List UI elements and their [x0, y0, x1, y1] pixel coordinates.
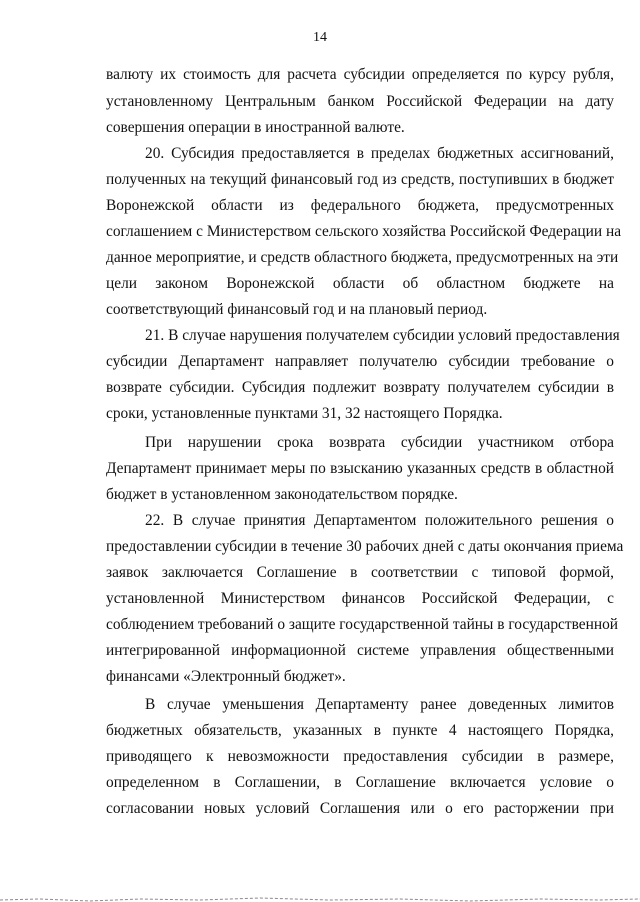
text-line: 22. В случае принятия Департаментом положительного решения о: [145, 512, 614, 529]
text-line: 20. Субсидия предоставляется в пределах бюджетных ассигнований,: [145, 145, 614, 162]
text-line: соблюдением требований о защите государственной тайны в государственной: [106, 616, 619, 633]
text-line: бюджетных обязательств, указанных в пункте 4 настоящего Порядка,: [106, 722, 614, 739]
text-line: При нарушении срока возврата субсидии участником отбора: [145, 434, 614, 451]
text-line: финансами «Электронный бюджет».: [106, 668, 346, 685]
text-line: соответствующий финансовый год и на плановый период.: [106, 301, 488, 318]
text-line: установленному Центральным банком Российской Федерации на дату: [106, 93, 614, 110]
text-line: В случае уменьшения Департаменту ранее доведенных лимитов: [145, 696, 614, 713]
text-line: определенном в Соглашении, в Соглашение включается условие о: [106, 774, 614, 791]
scan-edge-artifact: [0, 896, 640, 902]
text-line: 21. В случае нарушения получателем субсидии условий предоставления: [145, 327, 620, 344]
text-line: Департамент принимает меры по взысканию указанных средств в областной: [106, 460, 614, 477]
text-line: предоставлении субсидии в течение 30 рабочих дней с даты окончания приема: [106, 538, 624, 555]
text-line: заявок заключается Соглашение в соответствии с типовой формой,: [106, 564, 614, 581]
text-line: соглашением с Министерством сельского хозяйства Российской Федерации на: [106, 223, 622, 240]
text-line: сроки, установленные пунктами 31, 32 настоящего Порядка.: [106, 405, 503, 422]
text-line: полученных на текущий финансовый год из средств, поступивших в бюджет: [106, 171, 614, 188]
text-line: валюту их стоимость для расчета субсидии определяется по курсу рубля,: [106, 66, 614, 83]
page-number: 14: [313, 30, 327, 45]
text-line: субсидии Департамент направляет получателю субсидии требование о: [106, 353, 614, 370]
text-line: приводящего к невозможности предоставления субсидии в размере,: [106, 748, 614, 765]
text-line: бюджет в установленном законодательством порядке.: [106, 486, 458, 503]
text-line: возврате субсидии. Субсидия подлежит возврату получателем субсидии в: [106, 379, 614, 396]
text-line: Воронежской области из федерального бюджета, предусмотренных: [106, 197, 614, 214]
text-line: данное мероприятие, и средств областного бюджета, предусмотренных на эти: [106, 249, 619, 266]
text-line: установленной Министерством финансов Российской Федерации, с: [106, 590, 614, 607]
text-line: цели законом Воронежской области об областном бюджете на: [106, 275, 614, 292]
text-line: интегрированной информационной системе управления общественными: [106, 642, 614, 659]
text-line: согласовании новых условий Соглашения или о его расторжении при: [106, 800, 614, 817]
text-line: совершения операции в иностранной валюте.: [106, 119, 405, 136]
